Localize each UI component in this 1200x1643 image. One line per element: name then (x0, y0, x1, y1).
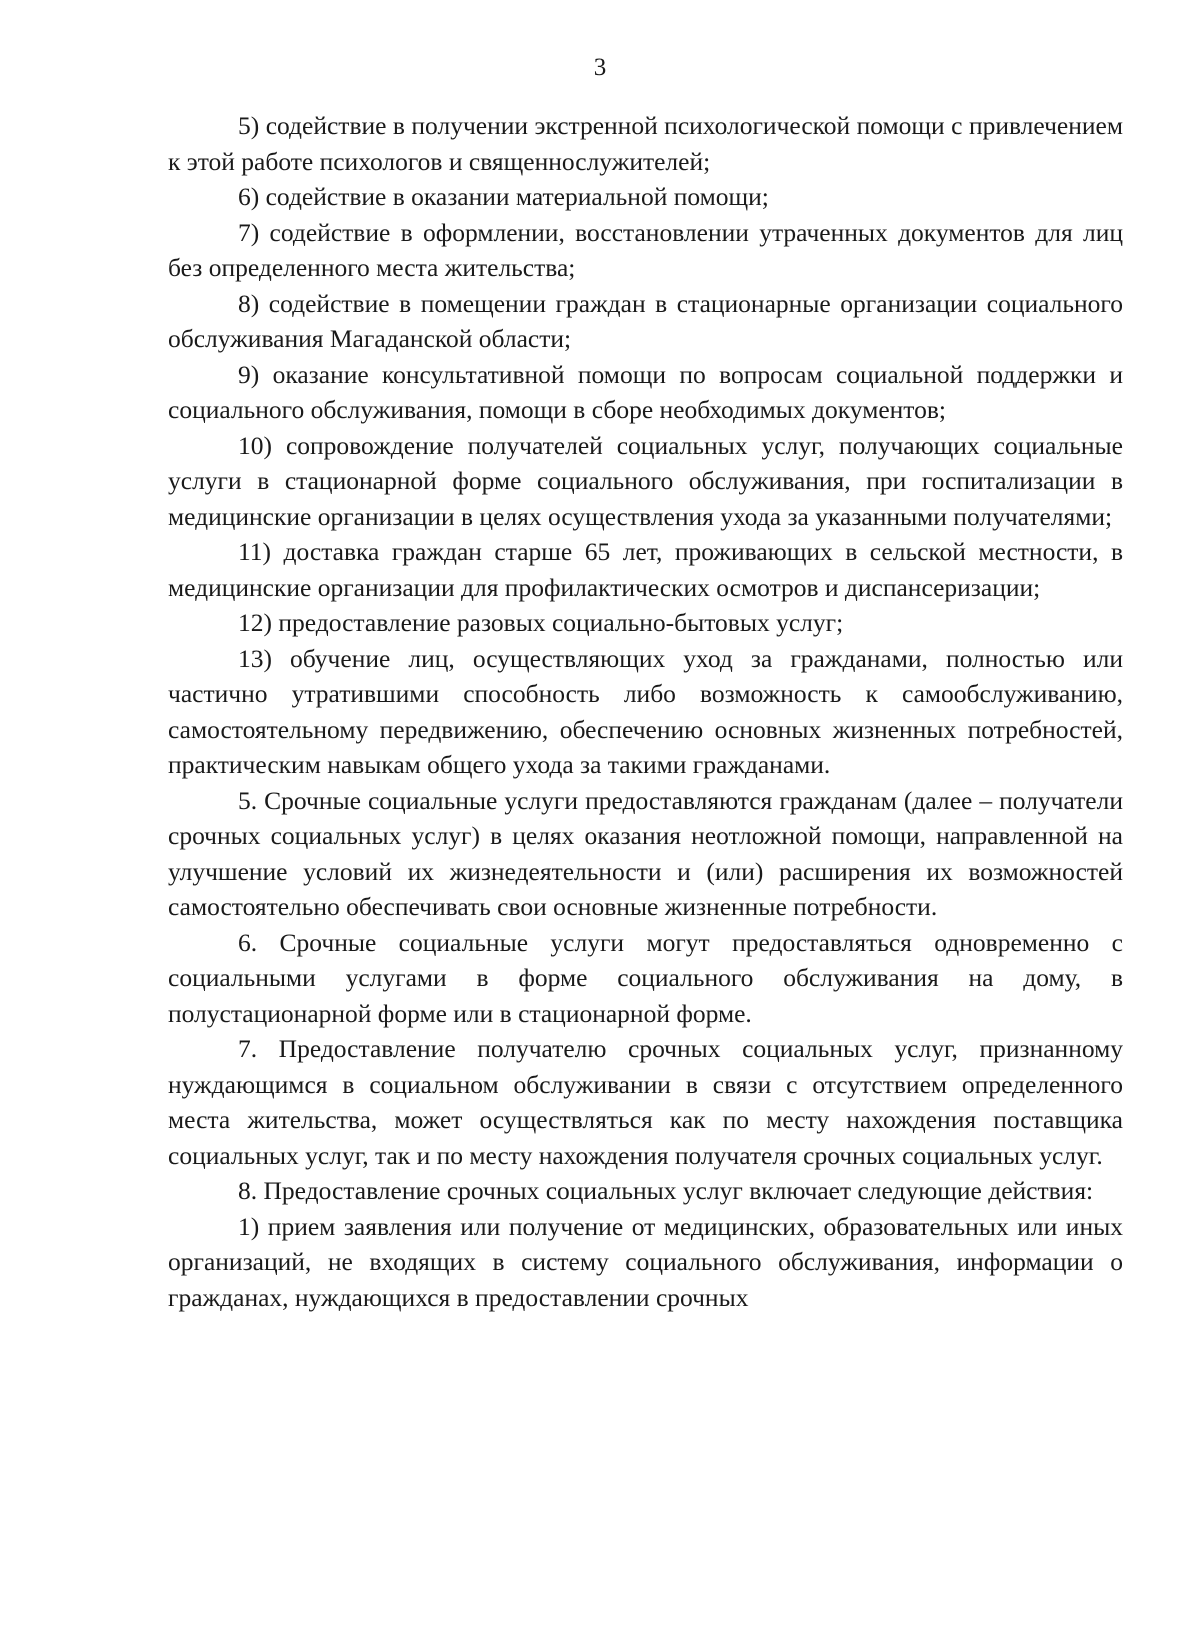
clause-8: 8. Предоставление срочных социальных услуг включает следующие действия: (238, 1176, 1094, 1205)
list-item-9: 9) оказание консультативной помощи по вопросам социальной поддержки и социального обслуживания, помощи в сборе необходимых документов; (168, 359, 1123, 424)
clause-6: 6. Срочные социальные услуги могут предоставляться одновременно с социальными услугами в форме социального обслуживания на дому, в полустационарной форме или в стационарной форме. (168, 927, 1123, 1028)
clause-8-item-1: 1) прием заявления или получение от медицинских, образовательных или иных организаций, не входящих в систему социального обслуживания, информации о гражданах, нуждающихся в предоставлении срочных (168, 1211, 1123, 1312)
page-number: 3 (593, 54, 607, 81)
list-item-11: 11) доставка граждан старше 65 лет, проживающих в сельской местности, в медицинские организации для профилактических осмотров и диспансеризации; (168, 537, 1123, 602)
list-item-10: 10) сопровождение получателей социальных услуг, получающих социальные услуги в стационарной форме социального обслуживания, при госпитализации в медицинские организации в целях осуществления ухода за указанными получателями; (168, 430, 1123, 531)
list-item-7: 7) содействие в оформлении, восстановлении утраченных документов для лиц без определенного места жительства; (168, 217, 1123, 282)
list-item-5: 5) содействие в получении экстренной психологической помощи с привлечением к этой работе психологов и священнослужителей; (168, 111, 1123, 176)
list-item-12: 12) предоставление разовых социально-бытовых услуг; (238, 608, 844, 637)
list-item-8: 8) содействие в помещении граждан в стационарные организации социального обслуживания Магаданской области; (168, 288, 1123, 353)
clause-7: 7. Предоставление получателю срочных социальных услуг, признанному нуждающимся в социальном обслуживании в связи с отсутствием определенного места жительства, может осуществляться как по месту нахождения поставщика социальных услуг, так и по месту нахождения получателя срочных социальных услуг. (168, 1034, 1123, 1170)
clause-5: 5. Срочные социальные услуги предоставляются гражданам (далее – получатели срочных социальных услуг) в целях оказания неотложной помощи, направленной на улучшение условий их жизнедеятельности и (или) расширения их возможностей самостоятельно обеспечивать свои основные жизненные потребности. (168, 785, 1123, 921)
document-body (168, 108, 1123, 1315)
list-item-13: 13) обучение лиц, осуществляющих уход за гражданами, полностью или частично утратившими способность либо возможность к самообслуживанию, самостоятельному передвижению, обеспечению основных жизненных потребностей, практическим навыкам общего ухода за такими гражданами. (168, 643, 1123, 779)
list-item-6: 6) содействие в оказании материальной помощи; (238, 182, 769, 211)
